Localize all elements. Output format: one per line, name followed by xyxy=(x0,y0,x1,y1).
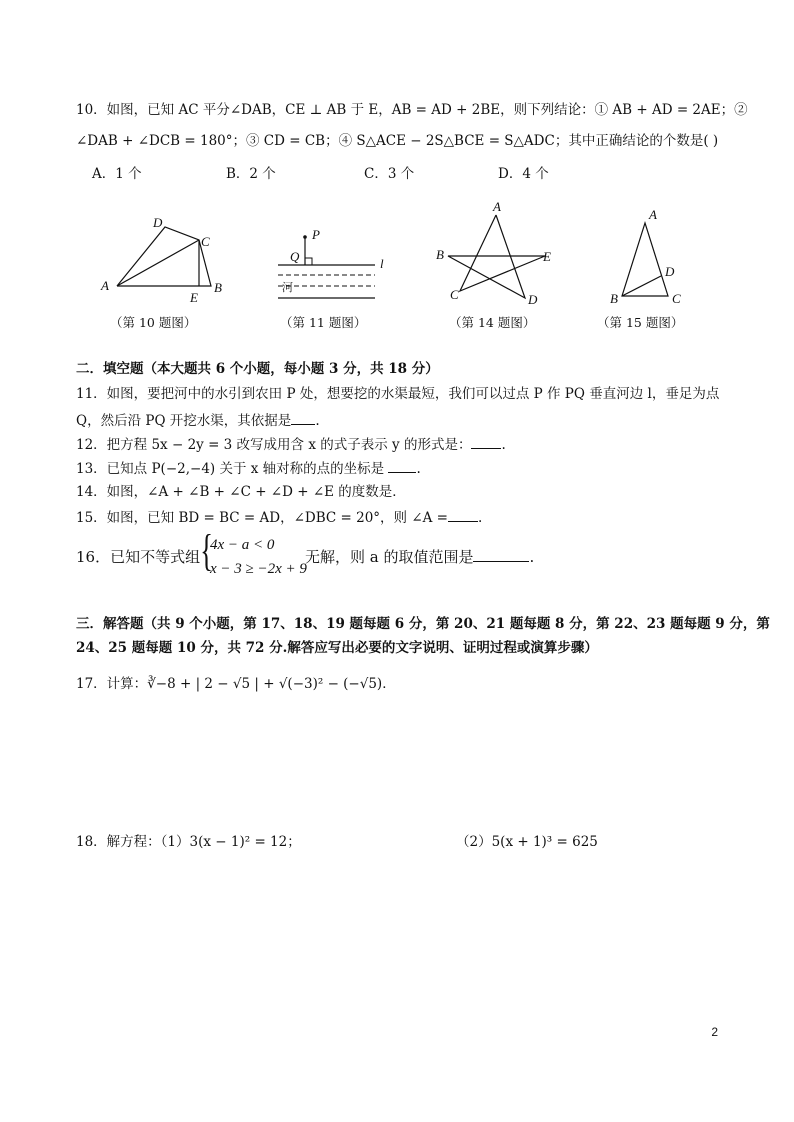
fig15-caption: （第 15 题图） xyxy=(597,315,684,330)
q10-option-a: A．1 个 xyxy=(92,166,142,182)
section3-title-line1: 三．解答题（共 9 个小题，第 17、18、19 题每题 6 分，第 20、21 题每题 8 分，第 22、23 题每题 9 分，第 xyxy=(76,616,770,632)
q11-text: Q，然后沿 PQ 开挖水渠，其依据是 xyxy=(76,413,292,429)
q12-period: . xyxy=(501,437,506,453)
q10-option-b: B．2 个 xyxy=(226,166,276,182)
q11-line1: 11．如图，要把河中的水引到农田 P 处，想要挖的水渠最短，我们可以过点 P 作 PQ 垂直河边 l，垂足为点 xyxy=(76,386,720,402)
fig15-triangle xyxy=(622,223,668,296)
fig10-caption: （第 10 题图） xyxy=(110,315,197,330)
q16-brace: { xyxy=(200,526,213,575)
fig15-label-c: C xyxy=(672,291,681,306)
fig14-label-b: B xyxy=(436,247,444,262)
q12-text: 12．把方程 5x − 2y = 3 改写成用含 x 的式子表示 y 的形式是： xyxy=(76,437,472,453)
q16-period: . xyxy=(529,548,535,566)
q16-suffix: 无解，则 a 的取值范围是 xyxy=(305,548,474,566)
fig10-label-d: D xyxy=(153,215,163,230)
fig15-label-a: A xyxy=(649,207,657,222)
q12-answer-blank[interactable] xyxy=(471,434,501,449)
figure-10 xyxy=(95,210,235,310)
fig11-label-l: l xyxy=(380,256,384,271)
q13-line xyxy=(76,458,421,479)
q15-period: . xyxy=(478,510,483,526)
q13-text: 13．已知点 P(−2,−4) 关于 x 轴对称的点的坐标是 xyxy=(76,461,385,477)
fig11-label-river: 河 xyxy=(282,282,293,294)
fig15-label-b: B xyxy=(610,291,618,306)
q18-part2: （2）5(x + 1)³ = 625 xyxy=(456,834,598,850)
q16-suffix-line xyxy=(305,547,534,567)
q13-period: . xyxy=(416,461,421,477)
fig14-label-d: D xyxy=(528,292,538,307)
fig10-diagonal-ac xyxy=(117,240,199,286)
q16-answer-blank[interactable] xyxy=(473,547,529,562)
q11-answer-blank[interactable] xyxy=(291,410,315,425)
q12-line xyxy=(76,434,506,455)
q17-line: 17．计算：∛−8 + | 2 − √5 | + √(−3)² − (−√5)． xyxy=(76,676,396,692)
figure-14 xyxy=(430,198,565,310)
fig11-point-p xyxy=(303,235,307,239)
q16-prefix: 16．已知不等式组 xyxy=(76,548,201,566)
q10-option-c: C．3 个 xyxy=(364,166,415,182)
q10-line1: 10．如图，已知 AC 平分∠DAB，CE ⊥ AB 于 E，AB = AD + 2BE，则下列结论：① AB + AD = 2AE；② xyxy=(76,102,748,118)
figure-11 xyxy=(270,225,390,305)
fig14-label-a: A xyxy=(493,199,501,214)
fig10-quadrilateral xyxy=(117,227,211,286)
q11-period: . xyxy=(315,413,320,429)
fig11-right-angle-mark xyxy=(305,258,312,265)
fig11-label-p: P xyxy=(312,227,320,242)
page-number: 2 xyxy=(711,1025,718,1039)
q10-option-d: D．4 个 xyxy=(498,166,549,182)
q11-line2 xyxy=(76,410,320,431)
fig15-label-d: D xyxy=(665,264,675,279)
fig11-label-q: Q xyxy=(290,249,300,264)
q15-answer-blank[interactable] xyxy=(448,507,478,522)
q10-line2: ∠DAB + ∠DCB = 180°；③ CD = CB；④ S△ACE − 2S△BCE = S△ADC；其中正确结论的个数是( ) xyxy=(76,133,719,149)
q13-answer-blank[interactable] xyxy=(388,458,416,473)
fig10-label-c: C xyxy=(201,234,210,249)
fig14-label-e: E xyxy=(543,249,551,264)
fig14-caption: （第 14 题图） xyxy=(449,315,536,330)
fig10-label-e: E xyxy=(190,290,198,305)
section2-title: 二．填空题（本大题共 6 个小题，每小题 3 分，共 18 分） xyxy=(76,361,439,377)
q15-line xyxy=(76,507,482,528)
fig11-caption: （第 11 题图） xyxy=(280,315,367,330)
fig14-label-c: C xyxy=(450,287,459,302)
figure-15 xyxy=(600,200,690,310)
fig10-label-a: A xyxy=(101,278,109,293)
fig10-label-b: B xyxy=(214,280,222,295)
q16-inequality-1: 4x − a < 0 xyxy=(210,537,275,553)
fig14-star xyxy=(448,215,545,298)
q14-line: 14．如图，∠A + ∠B + ∠C + ∠D + ∠E 的度数是． xyxy=(76,484,406,500)
section3-title-line2: 24、25 题每题 10 分，共 72 分.解答应写出必要的文字说明、证明过程或演算步骤） xyxy=(76,640,598,656)
q16-inequality-2: x − 3 ≥ −2x + 9 xyxy=(210,561,307,577)
q18-part1: 18．解方程：（1）3(x − 1)² = 12； xyxy=(76,834,301,850)
q15-text: 15．如图，已知 BD = BC = AD，∠DBC = 20°，则 ∠A = xyxy=(76,510,448,526)
